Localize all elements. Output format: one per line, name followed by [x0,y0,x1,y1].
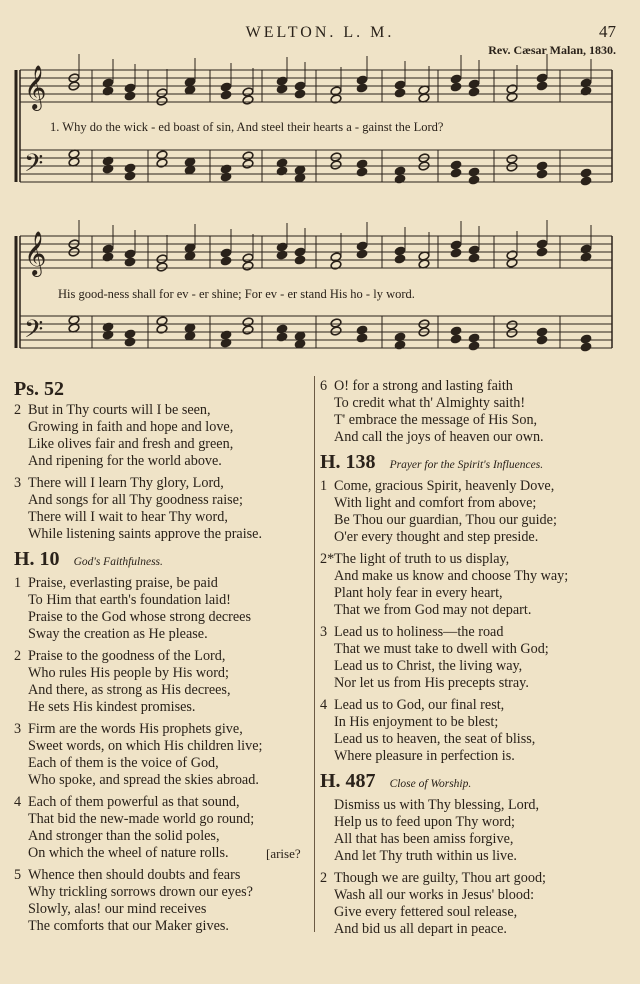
hymn-heading-ps52: Ps. 52 [14,378,64,400]
page-number: 47 [599,22,616,41]
stanza [320,478,634,546]
verse-line: And stronger than the solid poles, [28,828,220,844]
note-head [242,261,254,271]
note-head [156,96,168,106]
stanza-number: 2 [14,648,22,664]
note-head [102,252,114,262]
note-head [536,247,548,257]
note-head [450,326,462,336]
note-head [276,250,288,260]
note-head [450,248,462,258]
verse-line: Wash all our works in Jesus' blood: [334,887,535,903]
note-head [394,80,406,90]
note-head [102,156,114,166]
note-head [536,239,548,249]
note-head [102,78,114,88]
note-head [356,241,368,251]
verse-line: Praise, everlasting praise, be paid [28,575,218,591]
verse-line: He sets His kindest promises. [28,699,196,715]
bass-clef-icon: 𝄢 [24,149,44,184]
verse-line: And there, as strong as His decrees, [28,682,231,698]
stanza-number: 3 [320,624,328,640]
note-head [124,337,136,347]
verse-line: Sweet words, on which His children live; [28,738,263,754]
note-head [102,86,114,96]
note-head [580,78,592,88]
verse-line: Give every fettered soul release, [334,904,518,920]
note-head [450,334,462,344]
lyric-line-1: 1. Why do the wick - ed boast of sin, And steel their hearts a - gainst the Lord? [50,120,444,134]
stanza-number: 2 [14,402,22,418]
note-head [506,162,518,172]
verse-line: That we must take to dwell with God; [334,641,549,657]
note-head [242,95,254,105]
note-head [124,249,136,259]
note-head [276,158,288,168]
note-head [242,325,254,335]
verse-line: O'er every thought and step preside. [334,529,539,545]
note-head [580,176,592,186]
note-head [356,75,368,85]
verse-line: Who spoke, and spread the skies abroad. [28,772,259,788]
note-head [294,81,306,91]
note-head [468,87,480,97]
composer-credit: Rev. Cæsar Malan, 1830. [488,43,616,57]
note-head [156,158,168,168]
note-head [220,248,232,258]
note-head [450,82,462,92]
note-head [506,92,518,102]
note-head [220,256,232,266]
music-score [0,0,640,360]
note-head [580,86,592,96]
verse-line: Come, gracious Spirit, heavenly Dove, [334,478,555,494]
note-head [156,262,168,272]
note-head [394,246,406,256]
note-head [468,245,480,255]
right-column [320,378,634,943]
note-head [394,166,406,176]
note-head [220,90,232,100]
verse-line: There will I learn Thy glory, Lord, [28,475,224,491]
column-divider [314,376,315,932]
note-head [356,159,368,169]
left-column [14,378,310,940]
verse-line: And let Thy truth within us live. [334,848,517,864]
verse-line: Growing in faith and hope and love, [28,419,234,435]
verse-line: Each of them powerful as that sound, [28,794,240,810]
note-head [506,258,518,268]
note-head [536,335,548,345]
note-head [580,244,592,254]
verse-line: With light and comfort from above; [334,495,537,511]
verse-line: Slowly, alas! our mind receives [28,901,207,917]
note-head [580,252,592,262]
note-head [102,164,114,174]
verse-line: And make us know and choose Thy way; [334,568,569,584]
note-head [220,82,232,92]
note-head [356,167,368,177]
note-head [102,244,114,254]
stanza [14,721,310,789]
note-head [580,334,592,344]
verse-line: Be Thou our guardian, Thou our guide; [334,512,557,528]
note-head [468,333,480,343]
verse-line: Lead us to heaven, the seat of bliss, [334,731,536,747]
note-head [468,341,480,351]
note-head [276,332,288,342]
hymn-heading-h487: H. 487 Close of Worship. [320,770,472,792]
verse-line: And bid us all depart in peace. [334,921,507,937]
stanza-number: 1 [14,575,22,591]
note-head [394,88,406,98]
note-head [506,328,518,338]
verse-line: Each of them is the voice of God, [28,755,219,771]
note-head [124,329,136,339]
stanza-number: 3 [14,475,22,491]
note-head [536,327,548,337]
verse-line: On which the wheel of nature rolls. [28,845,229,861]
note-head [124,91,136,101]
stanza-number: 1 [320,478,328,494]
turnover-word: [arise? [266,846,301,861]
verse-line: Lead us to God, our final rest, [334,697,505,713]
verse-line: Lead us to Christ, the living way, [334,658,523,674]
note-head [356,333,368,343]
verse-line: Sway the creation as He please. [28,626,208,642]
treble-clef-icon: 𝄞 [24,231,47,275]
stanza-number: 4 [320,697,328,713]
note-head [450,168,462,178]
verse-line: Dismiss us with Thy blessing, Lord, [334,797,540,813]
stanza-number: 4 [14,794,22,810]
verse-line: And call the joys of heaven our own. [334,429,544,445]
note-head [124,257,136,267]
note-head [450,160,462,170]
verse-line: Nor let us from His precepts stray. [334,675,529,691]
stanza-number [320,797,334,865]
note-head [102,322,114,332]
note-head [356,325,368,335]
stanza [320,797,634,865]
note-head [450,74,462,84]
note-head [450,240,462,250]
note-head [124,83,136,93]
verse-line: In His enjoyment to be blest; [334,714,499,730]
note-head [330,160,342,170]
note-head [356,249,368,259]
note-head [580,342,592,352]
note-head [294,255,306,265]
note-head [156,324,168,334]
note-head [394,174,406,184]
verse-line: But in Thy courts will I be seen, [28,402,211,418]
note-head [220,172,232,182]
verse-line: Firm are the words His prophets give, [28,721,243,737]
verse-line: That we from God may not depart. [334,602,532,618]
note-head [330,326,342,336]
note-head [220,330,232,340]
note-head [102,330,114,340]
verse-line: Who rules His people by His word; [28,665,229,681]
stanza [320,551,634,619]
verse-line: Lead us to holiness—the road [334,624,504,640]
verse-line: All that has been amiss forgive, [334,831,514,847]
verse-line: To Him that earth's foundation laid! [28,592,231,608]
stanza [14,867,310,935]
stanza-number: 2 [320,870,328,886]
verse-line: Praise to the God whose strong decrees [28,609,252,625]
stanza [14,475,310,543]
stanza [14,648,310,716]
note-head [124,171,136,181]
note-head [394,332,406,342]
stanza-number: 6 [320,378,328,394]
note-head [276,324,288,334]
stanza [14,402,310,470]
verse-line: Praise to the goodness of the Lord, [28,648,226,664]
verse-line: And songs for all Thy goodness raise; [28,492,243,508]
note-head [242,159,254,169]
stanza-number: 2* [320,551,335,567]
note-head [294,247,306,257]
treble-clef-icon: 𝄞 [24,65,47,109]
verse-line: Whence then should doubts and fears [28,867,241,883]
stanza-number: 3 [14,721,22,737]
verse-line: The light of truth to us display, [334,551,510,567]
verse-line: Help us to feed upon Thy word; [334,814,515,830]
note-head [276,242,288,252]
hymn-heading-h138: H. 138 Prayer for the Spirit's Influences. [320,451,544,473]
note-head [536,169,548,179]
stanza [14,575,310,643]
verse-line: T' embrace the message of His Son, [334,412,538,428]
note-head [276,84,288,94]
note-head [330,94,342,104]
bass-clef-icon: 𝄢 [24,315,44,350]
note-head [468,167,480,177]
verse-line: Though we are guilty, Thou art good; [334,870,546,886]
note-head [294,89,306,99]
tune-title: WELTON. L. M. [245,24,395,41]
note-head [356,83,368,93]
note-head [276,166,288,176]
note-head [220,164,232,174]
note-head [580,168,592,178]
verse-line: There will I wait to hear Thy word, [28,509,228,525]
note-head [394,254,406,264]
note-head [330,260,342,270]
note-head [220,338,232,348]
stanza [320,697,634,765]
note-head [394,340,406,350]
verse-line: Plant holy fear in every heart, [334,585,503,601]
lyric-line-2: His good-ness shall for ev - er shine; For ev - er stand His ho - ly word. [58,287,415,301]
note-head [536,161,548,171]
verse-line: O! for a strong and lasting faith [334,378,513,394]
note-head [468,253,480,263]
stanza [320,378,634,446]
note-head [536,81,548,91]
verse-line: Like olives fair and fresh and green, [28,436,234,452]
verse-line: And ripening for the world above. [28,453,222,469]
note-head [124,163,136,173]
note-head [468,175,480,185]
verse-line: The comforts that our Maker gives. [28,918,229,934]
stanza-number: 5 [14,867,22,883]
verse-line: To credit what th' Almighty saith! [334,395,526,411]
note-head [276,76,288,86]
stanza [320,624,634,692]
note-head [468,79,480,89]
verse-line: While listening saints approve the praise. [28,526,263,542]
stanza [320,870,634,938]
verse-line: That bid the new-made world go round; [28,811,255,827]
verse-line: Where pleasure in perfection is. [334,748,515,764]
verse-line: Why trickling sorrows drown our eyes? [28,884,253,900]
hymn-heading-h10: H. 10 God's Faithfulness. [14,548,163,570]
note-head [536,73,548,83]
